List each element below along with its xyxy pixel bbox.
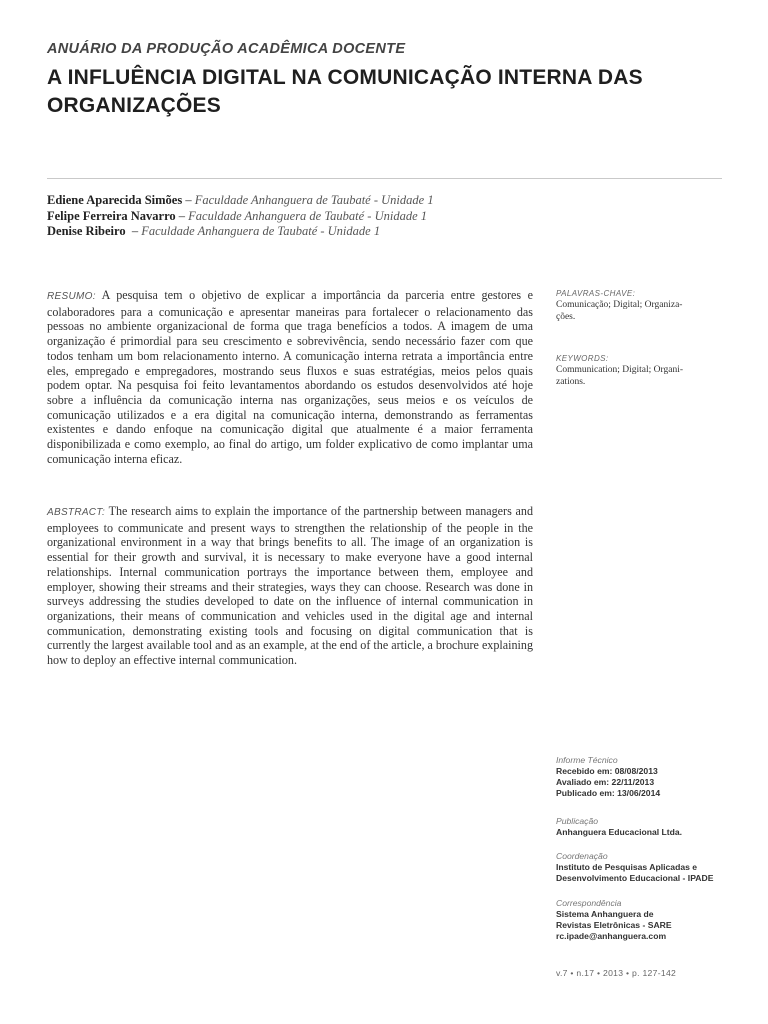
correspondencia-email: rc.ipade@anhanguera.com (556, 931, 667, 941)
journal-name: ANUÁRIO DA PRODUÇÃO ACADÊMICA DOCENTE (47, 41, 406, 57)
author-list (47, 193, 434, 240)
publisher-name: Anhanguera Educacional Ltda. (556, 827, 683, 837)
correspondencia-line: Sistema Anhanguera de (556, 909, 654, 919)
keywords-en-label: KEYWORDS: (556, 354, 609, 363)
keywords-pt-label: PALAVRAS-CHAVE: (556, 289, 636, 298)
correspondencia-line: Revistas Eletrônicas - SARE (556, 920, 672, 930)
info-tecnico (556, 755, 756, 799)
keywords-en-line: zations. (556, 377, 586, 387)
resumo-text: A pesquisa tem o objetivo de explicar a importância da parceria entre gestores e colaboradores para a comunicação e apresentar maneiras para fortalecer o relacionamento das pessoas no ambiente organizacional de forma que traga benefícios a todos. A imagem de uma organização é primordial para seu crescimento e sobrevivência, sendo necessário fazer com que todos tenham um bom relacionamento interno. A comunicação interna retrata a importância entre eles, empregado e empregadores, mostrando seus fluxos e suas estratégias, meios pelos quais podem optar. Na pesquisa foi feito levantamentos abordando os estudos desenvolvidos até hoje sobre a influência da comunicação interna nas organizações, seus meios e os veículos de comunicação utilizados e a era digital na comunicação interna, demonstrando as ferramentas existentes e dando enfoque na comunicação digital que atualmente é a maior ferramenta disponibilizada e como exemplo, ao final do artigo, um folder explicativo de como implantar uma comunicação interna eficaz. (47, 288, 533, 466)
keywords-pt (556, 288, 716, 323)
citation-footer: v.7 • n.17 • 2013 • p. 127-142 (556, 968, 677, 978)
coordenacao-line: Desenvolvimento Educacional - IPADE (556, 873, 714, 883)
correspondencia-heading: Correspondência (556, 898, 622, 908)
correspondencia-block (556, 898, 756, 942)
evaluated-date: Avaliado em: 22/11/2013 (556, 777, 655, 787)
author-line (47, 209, 434, 225)
author-affiliation: Faculdade Anhanguera de Taubaté - Unidade 1 (141, 224, 381, 238)
author-separator: – (125, 224, 142, 238)
coordenacao-line: Instituto de Pesquisas Aplicadas e (556, 862, 698, 872)
author-name: Denise Ribeiro (47, 224, 126, 238)
keywords-en-line: Communication; Digital; Organi- (556, 365, 684, 375)
author-affiliation: Faculdade Anhanguera de Taubaté - Unidade 1 (194, 193, 434, 207)
author-separator: – (182, 193, 195, 207)
published-date: Publicado em: 13/06/2014 (556, 788, 661, 798)
resumo-label: RESUMO: (47, 291, 96, 302)
abstract-paragraph (47, 504, 533, 668)
resumo-paragraph (47, 288, 533, 466)
author-name: Felipe Ferreira Navarro (47, 208, 176, 223)
author-line (47, 224, 434, 240)
author-name: Ediene Aparecida Simões (47, 193, 183, 207)
header-divider (47, 178, 722, 179)
author-line (47, 193, 434, 209)
info-tecnico-heading: Informe Técnico (556, 755, 618, 765)
author-separator: – (175, 208, 189, 223)
keywords-pt-line: ções. (556, 312, 576, 322)
author-affiliation: Faculdade Anhanguera de Taubaté - Unidade 1 (188, 208, 428, 223)
publicacao-block (556, 816, 756, 838)
coordenacao-block (556, 851, 756, 884)
keywords-en (556, 353, 716, 388)
abstract-label: ABSTRACT: (47, 507, 106, 518)
abstract-text: The research aims to explain the importance of the partnership between managers and employees to communicate and present ways to strengthen the relationship of the people in the organizational environment in a way that brings benefits to all. The image of an organization is essential for their growth and survival, it is necessary to make everyone have a good internal relationships. Internal communication portrays the importance between them, employee and employer, showing their streams and their strategies, ways they can choose. Research was done in surveys addressing the studies developed to date on the influence of internal communication in organizations, their means of communication and vehicles used in the digital age and internal communication, demonstrating existing tools and focusing on digital communication that is currently the largest available tool and as an example, at the end of the article, a brochure explaining how to deploy an effective internal communication. (47, 504, 533, 668)
publicacao-heading: Publicação (556, 816, 599, 826)
received-date: Recebido em: 08/08/2013 (556, 766, 658, 776)
article-title: A INFLUÊNCIA DIGITAL NA COMUNICAÇÃO INTERNA DAS ORGANIZAÇÕES (47, 66, 643, 117)
keywords-pt-line: Comunicação; Digital; Organiza- (556, 300, 683, 310)
coordenacao-heading: Coordenação (556, 851, 608, 861)
